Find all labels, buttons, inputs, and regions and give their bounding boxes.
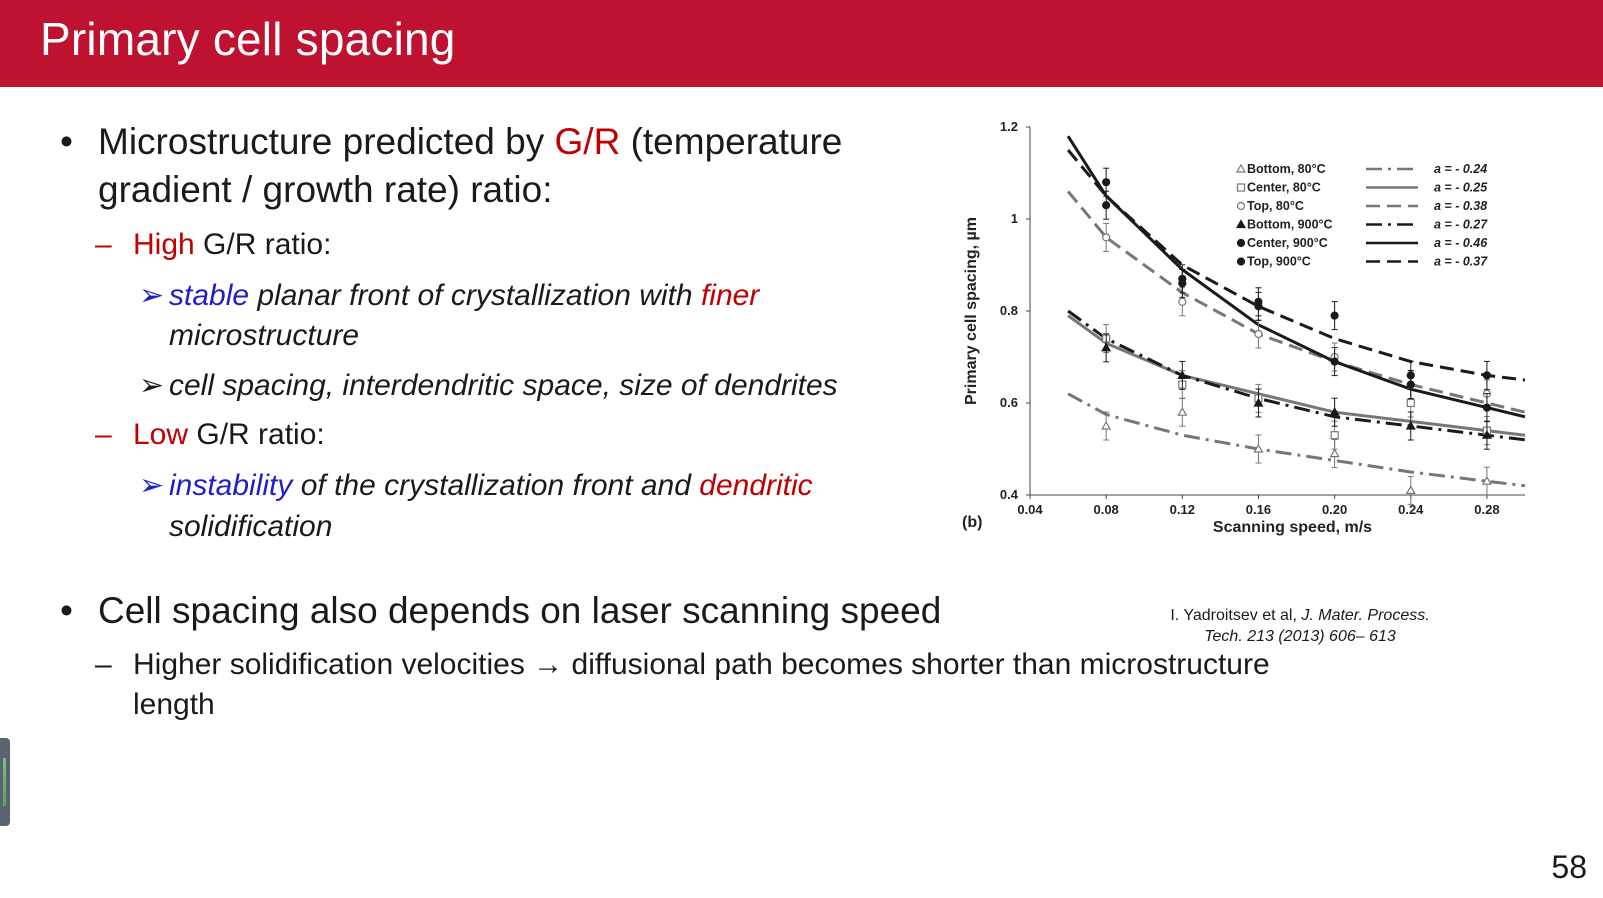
sub-solidification-line2: length: [133, 688, 215, 721]
dash-marker: –: [95, 418, 112, 451]
citation-author: I. Yadroitsev et al,: [1170, 607, 1302, 624]
fit-line: [1068, 136, 1525, 417]
data-point: [1483, 404, 1490, 411]
data-point: [1331, 358, 1338, 365]
x-axis-title: Scanning speed, m/s: [1212, 519, 1373, 536]
data-point: [1238, 203, 1245, 210]
legend-alpha: a = - 0.27: [1434, 217, 1488, 232]
legend-alpha: a = - 0.24: [1434, 162, 1488, 176]
high-rest: G/R ratio:: [194, 228, 332, 261]
legend-alpha: a = - 0.25: [1434, 180, 1488, 195]
solidification-text: Higher solidification velocities → diffusional path becomes shorter than microstructure: [133, 648, 1270, 681]
data-point: [1237, 165, 1245, 172]
arrow-bullet-icon: ➢: [139, 469, 165, 502]
data-point: [1237, 221, 1245, 228]
y-tick-label: 0.8: [999, 303, 1018, 318]
data-point: [1407, 486, 1415, 493]
x-tick-label: 0.24: [1398, 502, 1424, 517]
dash-marker: –: [95, 648, 112, 681]
y-tick-label: 1: [1010, 211, 1018, 226]
bullet-text-cont: (temperature: [620, 121, 843, 162]
low-label: Low: [133, 418, 189, 451]
bullet-marker: •: [60, 590, 73, 631]
panel-grip-icon: [3, 758, 6, 806]
fit-line: [1068, 316, 1525, 436]
data-point: [1255, 298, 1262, 305]
x-tick-label: 0.08: [1093, 502, 1119, 517]
x-tick-label: 0.28: [1474, 502, 1500, 517]
x-tick-label: 0.04: [1017, 502, 1043, 517]
data-point: [1483, 372, 1490, 379]
y-tick-label: 1.2: [999, 119, 1018, 134]
page-number: 58: [1551, 849, 1587, 885]
high-label: High: [133, 228, 195, 261]
stable-word: stable: [169, 279, 250, 312]
sub-low-gr: [95, 415, 325, 455]
legend-entry: Center, 80°C: [1247, 180, 1321, 195]
bullet-text: Cell spacing also depends on laser scanning speed: [98, 590, 942, 631]
data-point: [1407, 372, 1414, 379]
sub-solidification: [95, 645, 1270, 685]
data-point: [1103, 179, 1110, 186]
data-point: [1331, 450, 1339, 457]
legend-entry: Top, 900°C: [1247, 254, 1311, 269]
citation: [1118, 605, 1482, 647]
high-item-stable: [139, 275, 760, 316]
high-item-stable-line2: microstructure: [169, 319, 360, 352]
data-point: [1103, 234, 1110, 241]
cell-spacing-chart: [962, 105, 1540, 555]
bullet-gr-ratio-line2: gradient / growth rate) ratio:: [98, 169, 553, 210]
x-tick-label: 0.20: [1321, 502, 1348, 517]
data-point: [1238, 258, 1245, 265]
data-point: [1331, 432, 1338, 439]
arrow-bullet-icon: ➢: [139, 369, 165, 402]
legend-entry: Bottom, 900°C: [1247, 217, 1333, 232]
y-tick-label: 0.6: [999, 395, 1018, 410]
stable-mid: planar front of crystallization with: [249, 279, 701, 312]
bullet-marker: •: [60, 121, 73, 162]
legend-entry: Center, 900°C: [1247, 236, 1328, 250]
fit-line: [1068, 311, 1525, 440]
low-item-instability: [139, 465, 813, 506]
side-panel-handle[interactable]: [0, 738, 10, 826]
bullet-gr-ratio: [60, 118, 843, 166]
citation-journal-volume: Tech. 213 (2013) 606– 613: [1204, 628, 1396, 645]
bullet-scanning-speed: [60, 587, 942, 635]
slide-title: Primary cell spacing: [40, 13, 456, 65]
instability-mid: of the crystallization front and: [292, 469, 700, 502]
title-bar: [0, 0, 1603, 87]
data-point: [1407, 400, 1414, 407]
legend-entry: Top, 80°C: [1247, 199, 1304, 213]
data-point: [1238, 240, 1245, 247]
finer-word: finer: [700, 279, 760, 312]
instability-word: instability: [169, 469, 293, 502]
legend-alpha: a = - 0.46: [1434, 236, 1488, 250]
data-point: [1255, 331, 1262, 338]
sub-high-gr: [95, 225, 332, 265]
data-point: [1179, 298, 1186, 305]
data-point: [1179, 280, 1186, 287]
dendritic-word: dendritic: [699, 469, 813, 502]
legend-entry: Bottom, 80°C: [1247, 162, 1326, 176]
data-point: [1102, 422, 1110, 429]
y-tick-label: 0.4: [999, 487, 1018, 502]
bullet-text: Microstructure predicted by: [98, 121, 555, 162]
x-tick-label: 0.12: [1169, 502, 1195, 517]
low-item-instability-line2: solidification: [169, 510, 333, 543]
data-point: [1331, 312, 1338, 319]
legend-alpha: a = - 0.38: [1434, 199, 1488, 213]
data-point: [1238, 184, 1245, 191]
arrow-bullet-icon: ➢: [139, 279, 165, 312]
low-rest: G/R ratio:: [188, 418, 325, 451]
x-tick-label: 0.16: [1245, 502, 1272, 517]
cell-spacing-text: cell spacing, interdendritic space, size of dendrites: [169, 369, 838, 402]
high-item-cell-spacing: [139, 365, 838, 406]
gr-highlight: G/R: [554, 121, 621, 162]
citation-journal: J. Mater. Process.: [1301, 607, 1430, 624]
data-point: [1103, 202, 1110, 209]
data-point: [1178, 408, 1186, 415]
panel-label: (b): [962, 514, 983, 531]
dash-marker: –: [95, 228, 112, 261]
legend-alpha: a = - 0.37: [1434, 254, 1488, 269]
y-axis-title: Primary cell spacing, µm: [963, 217, 980, 405]
